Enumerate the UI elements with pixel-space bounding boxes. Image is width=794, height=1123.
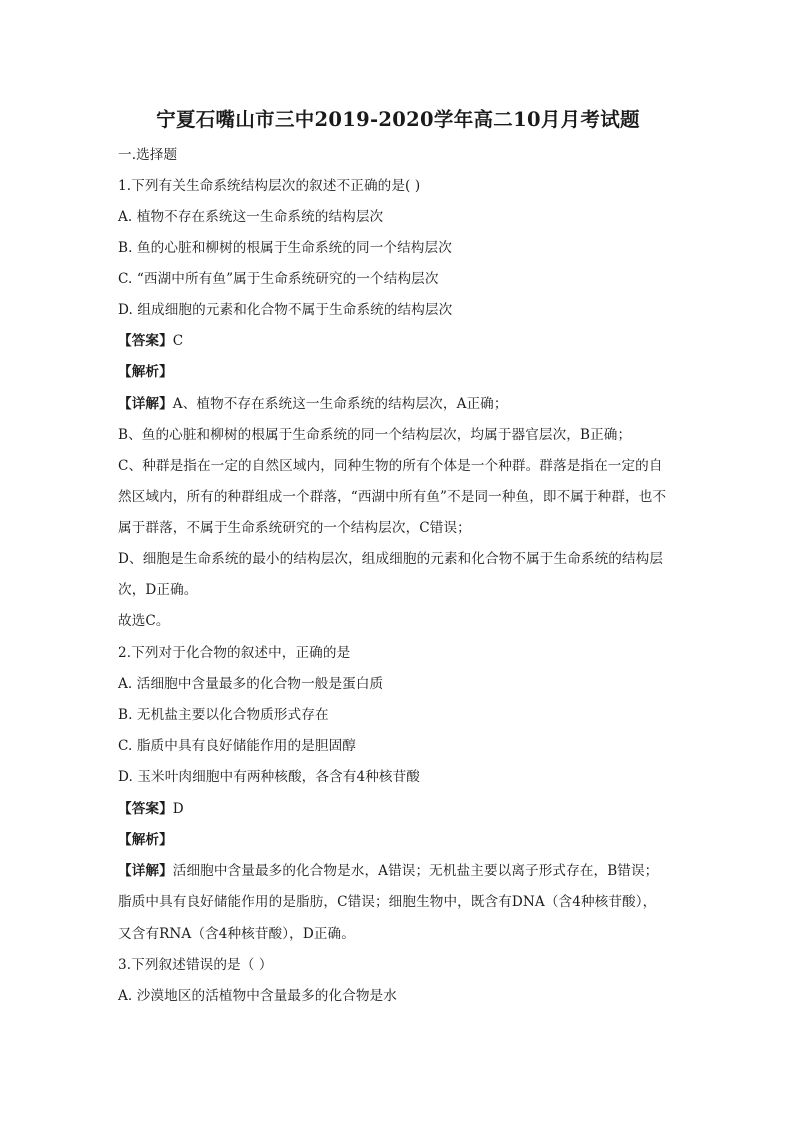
q1-detail-line-5: 属于群落，不属于生命系统研究的一个结构层次，C错误； (118, 520, 471, 536)
q1-answer-label: 【答案】 (118, 333, 173, 349)
q1-conclusion: 故选C。 (118, 613, 170, 629)
q1-option-d: D. 组成细胞的元素和化合物不属于生命系统的结构层次 (118, 302, 453, 318)
page-title: 宁夏石嘴山市三中2019-2020学年高二10月月考试题 (156, 108, 640, 131)
q1-detail-line-2: B、鱼的心脏和柳树的根属于生命系统的同一个结构层次，均属于器官层次，B正确； (118, 427, 632, 443)
q1-option-b: B. 鱼的心脏和柳树的根属于生命系统的同一个结构层次 (118, 240, 452, 256)
q2-answer (118, 800, 184, 818)
q2-detail-label: 【详解】 (118, 863, 173, 879)
q1-answer-value: C (172, 333, 184, 349)
q2-detail-line-2: 脂质中具有良好储能作用的是脂肪，C错误；细胞生物中，既含有DNA（含4种核苷酸）， (118, 894, 657, 910)
q3-stem: 3.下列叙述错误的是（ ） (118, 957, 273, 973)
section-heading: 一.选择题 (118, 147, 178, 163)
q2-detail-line-1 (118, 862, 658, 880)
q1-answer (118, 332, 183, 350)
q2-option-b: B. 无机盐主要以化合物质形式存在 (118, 707, 329, 723)
q2-stem: 2.下列对于化合物的叙述中，正确的是 (118, 645, 351, 661)
q2-option-c: C. 脂质中具有良好储能作用的是胆固醇 (118, 738, 356, 754)
q2-option-d: D. 玉米叶肉细胞中有两种核酸，各含有4种核苷酸 (118, 769, 420, 785)
q2-option-a: A. 活细胞中含量最多的化合物一般是蛋白质 (118, 676, 384, 692)
q1-detail-label: 【详解】 (118, 396, 173, 412)
q1-stem: 1.下列有关生命系统结构层次的叙述不正确的是( ) (118, 178, 421, 194)
q1-option-c: C. “西湖中所有鱼”属于生命系统研究的一个结构层次 (118, 271, 439, 287)
q1-detail-line-6: D、细胞是生命系统的最小的结构层次，组成细胞的元素和化合物不属于生命系统的结构层 (118, 551, 664, 567)
q1-option-a: A. 植物不存在系统这一生命系统的结构层次 (118, 209, 384, 225)
q2-answer-value: D (172, 801, 184, 817)
q2-analysis-label: 【解析】 (118, 832, 173, 848)
q2-detail-first: 活细胞中含量最多的化合物是水，A错误；无机盐主要以离子形式存在，B错误； (172, 863, 659, 879)
q2-detail-line-3: 又含有RNA（含4种核苷酸），D正确。 (118, 926, 355, 942)
q1-detail-first: A、植物不存在系统这一生命系统的结构层次，A正确； (172, 396, 508, 412)
q1-detail-line-4: 然区域内，所有的种群组成一个群落，“西湖中所有鱼”不是同一种鱼，即不属于种群，也不 (118, 489, 667, 505)
q1-analysis-label: 【解析】 (118, 364, 173, 380)
q1-detail-line-3: C、种群是指在一定的自然区域内，同种生物的所有个体是一个种群。群落是指在一定的自 (118, 458, 663, 474)
q3-option-a: A. 沙漠地区的活植物中含量最多的化合物是水 (118, 988, 397, 1004)
q1-detail-line-1 (118, 395, 508, 413)
q1-detail-line-7: 次，D正确。 (118, 582, 198, 598)
q2-answer-label: 【答案】 (118, 801, 173, 817)
